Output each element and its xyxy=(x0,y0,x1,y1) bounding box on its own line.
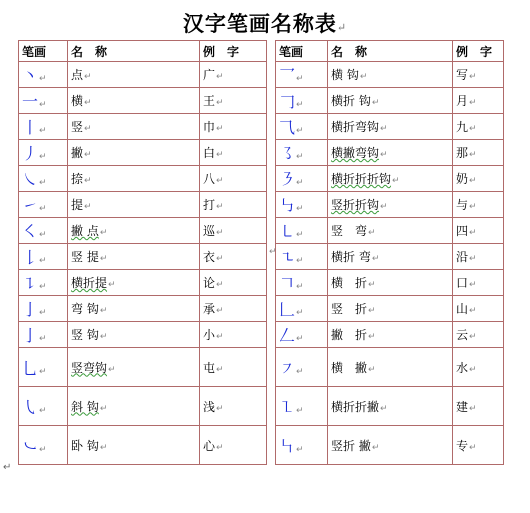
stroke-cell xyxy=(19,166,68,192)
paragraph-mark: ↵ xyxy=(296,178,304,188)
name-cell xyxy=(68,192,200,218)
stroke-cell xyxy=(276,192,328,218)
paragraph-mark: ↵ xyxy=(371,254,380,264)
paragraph-mark: ↵ xyxy=(216,280,224,290)
example-cell xyxy=(200,387,267,426)
stroke-cell-text: 亅 xyxy=(22,326,39,345)
paragraph-mark: ↵ xyxy=(296,405,304,416)
paragraph-mark: ↵ xyxy=(469,150,477,160)
name-cell-text: 弯 钩 xyxy=(71,302,99,316)
paragraph-mark: ↵ xyxy=(296,126,304,136)
stroke-cell xyxy=(276,166,328,192)
paragraph-mark: ↵ xyxy=(216,202,224,212)
example-cell xyxy=(453,244,504,270)
paragraph-mark: ↵ xyxy=(84,72,92,82)
paragraph-mark: ↵ xyxy=(216,364,224,375)
example-cell-text: 八 xyxy=(203,172,216,186)
example-cell-text: 那 xyxy=(456,146,469,160)
table-row xyxy=(276,387,504,426)
stroke-cell xyxy=(276,348,328,387)
name-cell-text: 横折 钩 xyxy=(331,94,371,108)
paragraph-mark: ↵ xyxy=(216,332,224,342)
paragraph-mark: ↵ xyxy=(84,150,92,160)
paragraph-mark: ↵ xyxy=(84,202,92,212)
paragraph-mark: ↵ xyxy=(39,405,47,416)
example-cell xyxy=(200,426,267,465)
stroke-cell xyxy=(19,322,68,348)
header-name: 名 称 xyxy=(328,41,453,62)
stroke-cell-text: ㇇ xyxy=(279,358,296,378)
example-cell xyxy=(200,296,267,322)
paragraph-mark: ↵ xyxy=(469,228,477,238)
table-header-row xyxy=(19,41,267,62)
paragraph-mark: ↵ xyxy=(39,282,47,292)
example-cell xyxy=(200,62,267,88)
paragraph-mark: ↵ xyxy=(469,176,477,186)
stroke-cell-text: 亅 xyxy=(22,300,39,319)
name-cell-text: 横折折撇 xyxy=(331,399,380,414)
stroke-cell xyxy=(276,426,328,465)
example-cell-text: 四 xyxy=(456,224,469,238)
name-cell-text: 横折提 xyxy=(71,276,108,290)
stroke-cell-text: 𠃊 xyxy=(279,300,296,319)
table-row xyxy=(19,114,267,140)
example-cell-text: 奶 xyxy=(456,172,469,186)
stroke-cell xyxy=(276,296,328,322)
stroke-cell-text: ㇅ xyxy=(279,397,296,417)
name-cell xyxy=(68,348,200,387)
paragraph-mark: ↵ xyxy=(368,364,376,375)
table-row xyxy=(276,426,504,465)
paragraph-mark: ↵ xyxy=(39,444,47,455)
table-row xyxy=(19,348,267,387)
header-stroke: 笔画 xyxy=(276,41,328,62)
table-row xyxy=(276,244,504,270)
table-row xyxy=(276,192,504,218)
paragraph-mark: ↵ xyxy=(216,254,224,264)
example-cell xyxy=(453,62,504,88)
paragraph-mark: ↵ xyxy=(216,98,224,108)
table-row xyxy=(276,270,504,296)
paragraph-mark: ↵ xyxy=(39,334,47,344)
name-cell xyxy=(328,114,453,140)
paragraph-mark: ↵ xyxy=(296,152,304,162)
name-cell xyxy=(328,296,453,322)
table-header-row xyxy=(276,41,504,62)
stroke-cell xyxy=(276,218,328,244)
stroke-cell xyxy=(276,270,328,296)
paragraph-mark: ↵ xyxy=(99,306,108,316)
paragraph-mark: ↵ xyxy=(368,306,376,316)
stroke-cell xyxy=(19,88,68,114)
example-cell-text: 九 xyxy=(456,120,469,134)
name-cell-text: 横折折折钩 xyxy=(331,172,392,186)
example-cell xyxy=(200,114,267,140)
example-cell-text: 打 xyxy=(203,198,216,212)
name-cell-text: 提 xyxy=(71,198,84,212)
paragraph-mark: ↵ xyxy=(39,366,47,377)
paragraph-mark: ↵ xyxy=(108,364,116,375)
example-cell xyxy=(453,88,504,114)
name-cell-text: 竖 xyxy=(71,120,84,134)
name-cell-text: 横撇弯钩 xyxy=(331,146,380,160)
example-cell xyxy=(200,348,267,387)
paragraph-mark: ↵ xyxy=(99,228,108,238)
example-cell xyxy=(200,322,267,348)
stroke-cell-text: 𠃋 xyxy=(279,326,296,345)
example-cell-text: 承 xyxy=(203,302,216,316)
stroke-cell-text: ㇛ xyxy=(22,222,39,241)
paragraph-mark: ↵ xyxy=(469,403,477,414)
name-cell-text: 横 钩 xyxy=(331,68,359,82)
paragraph-mark: ↵ xyxy=(371,98,380,108)
stroke-cell xyxy=(276,140,328,166)
example-cell xyxy=(453,140,504,166)
paragraph-mark: ↵ xyxy=(84,98,92,108)
table-row xyxy=(276,62,504,88)
paragraph-mark: ↵ xyxy=(216,306,224,316)
paragraph-mark: ↵ xyxy=(39,152,47,162)
table-row xyxy=(276,166,504,192)
name-cell xyxy=(328,322,453,348)
table-row xyxy=(19,166,267,192)
stroke-cell xyxy=(19,218,68,244)
paragraph-mark: ↵ xyxy=(296,230,304,240)
example-cell-text: 水 xyxy=(456,360,469,375)
stroke-cell xyxy=(19,114,68,140)
paragraph-mark: ↵ xyxy=(380,202,388,212)
stroke-cell xyxy=(19,244,68,270)
paragraph-mark: ↵ xyxy=(216,124,224,134)
example-cell xyxy=(453,348,504,387)
table-row xyxy=(19,62,267,88)
paragraph-mark: ↵ xyxy=(216,150,224,160)
stroke-cell-text: 一 xyxy=(22,92,39,111)
name-cell-text: 横折弯钩 xyxy=(331,120,380,134)
example-cell-text: 王 xyxy=(203,94,216,108)
stroke-cell-text: 𠄌 xyxy=(22,248,39,267)
table-row xyxy=(276,218,504,244)
name-cell xyxy=(328,270,453,296)
paragraph-mark: ↵ xyxy=(39,126,47,136)
paragraph-mark: ↵ xyxy=(296,204,304,214)
example-cell-text: 云 xyxy=(456,328,469,342)
example-cell-text: 小 xyxy=(203,328,216,342)
stroke-cell xyxy=(19,192,68,218)
stroke-cell-text: ㇉ xyxy=(279,196,296,215)
stroke-cell-text: ㇃ xyxy=(22,436,39,456)
name-cell-text: 斜 钩 xyxy=(71,399,99,414)
name-cell xyxy=(328,166,453,192)
table-row xyxy=(19,244,267,270)
name-cell-text: 竖折折钩 xyxy=(331,198,380,212)
name-cell xyxy=(68,218,200,244)
table-row xyxy=(276,114,504,140)
stroke-table-right xyxy=(275,40,504,465)
example-cell-text: 建 xyxy=(456,399,469,414)
table-row xyxy=(276,296,504,322)
stroke-cell-text: ㇍ xyxy=(279,248,296,267)
name-cell-text: 竖折 撇 xyxy=(331,438,371,453)
paragraph-mark: ↵ xyxy=(296,74,304,84)
table-row xyxy=(19,140,267,166)
example-cell-text: 专 xyxy=(456,438,469,453)
paragraph-mark: ↵ xyxy=(39,256,47,266)
paragraph-mark: ↵ xyxy=(469,364,477,375)
paragraph-mark: ↵ xyxy=(392,176,400,186)
name-cell xyxy=(328,426,453,465)
paragraph-mark: ↵ xyxy=(296,282,304,292)
name-cell xyxy=(328,140,453,166)
paragraph-mark: ↵ xyxy=(296,256,304,266)
paragraph-mark: ↵ xyxy=(368,332,376,342)
paragraph-mark: ↵ xyxy=(269,247,277,257)
paragraph-mark: ↵ xyxy=(39,308,47,318)
paragraph-mark: ↵ xyxy=(296,444,304,455)
name-cell-text: 横折 弯 xyxy=(331,250,371,264)
stroke-cell xyxy=(19,62,68,88)
name-cell-text: 点 xyxy=(71,68,84,82)
example-cell xyxy=(453,218,504,244)
example-cell-text: 与 xyxy=(456,198,469,212)
stroke-cell-text: 丶 xyxy=(22,66,39,85)
name-cell xyxy=(68,426,200,465)
example-cell-text: 论 xyxy=(203,276,216,290)
stroke-cell xyxy=(19,426,68,465)
header-stroke: 笔画 xyxy=(19,41,68,62)
table-row xyxy=(19,88,267,114)
stroke-cell-text: 乛 xyxy=(279,66,296,85)
name-cell xyxy=(68,88,200,114)
example-cell xyxy=(453,192,504,218)
paragraph-mark: ↵ xyxy=(216,403,224,414)
example-cell-text: 沿 xyxy=(456,250,469,264)
paragraph-mark: ↵ xyxy=(216,72,224,82)
name-cell xyxy=(68,114,200,140)
header-example: 例 字 xyxy=(200,41,267,62)
paragraph-mark: ↵ xyxy=(39,100,47,110)
example-cell xyxy=(453,270,504,296)
stroke-cell-text: 𠃌 xyxy=(279,92,296,111)
name-cell-text: 竖弯钩 xyxy=(71,360,108,375)
example-cell xyxy=(200,192,267,218)
example-cell-text: 白 xyxy=(203,146,216,160)
paragraph-mark: ↵ xyxy=(469,72,477,82)
table-row xyxy=(19,426,267,465)
stroke-cell xyxy=(276,387,328,426)
example-cell-text: 山 xyxy=(456,302,469,316)
example-cell xyxy=(200,88,267,114)
title-text: 汉字笔画名称表 xyxy=(182,11,337,36)
name-cell-text: 撇 点 xyxy=(71,224,99,238)
paragraph-mark: ↵ xyxy=(368,228,376,238)
name-cell-text: 卧 钩 xyxy=(71,438,99,453)
table-row xyxy=(19,296,267,322)
example-cell xyxy=(200,270,267,296)
paragraph-mark: ↵ xyxy=(99,254,108,264)
name-cell xyxy=(328,244,453,270)
name-cell xyxy=(68,387,200,426)
paragraph-mark: ↵ xyxy=(336,21,348,34)
example-cell xyxy=(200,140,267,166)
example-cell-text: 巾 xyxy=(203,120,216,134)
paragraph-mark: ↵ xyxy=(371,442,380,453)
stroke-cell-text: ㇞ xyxy=(279,436,296,456)
stroke-cell-text: ㇄ xyxy=(279,222,296,241)
paragraph-mark: ↵ xyxy=(469,442,477,453)
paragraph-mark: ↵ xyxy=(39,230,47,240)
paragraph-mark: ↵ xyxy=(84,124,92,134)
name-cell-text: 横 xyxy=(71,94,84,108)
name-cell xyxy=(68,296,200,322)
stroke-cell xyxy=(276,114,328,140)
stroke-cell-text: ㇀ xyxy=(22,196,39,215)
table-row xyxy=(19,322,267,348)
name-cell-text: 竖 折 xyxy=(331,302,368,316)
paragraph-mark: ↵ xyxy=(296,366,304,377)
example-cell xyxy=(200,166,267,192)
example-cell-text: 写 xyxy=(456,68,469,82)
header-name: 名 称 xyxy=(68,41,200,62)
paragraph-mark: ↵ xyxy=(469,332,477,342)
example-cell-text: 口 xyxy=(456,276,469,290)
stroke-cell-text: ㇏ xyxy=(22,170,39,189)
stroke-cell-text: ㇂ xyxy=(22,397,39,417)
name-cell xyxy=(68,244,200,270)
stroke-cell xyxy=(19,387,68,426)
table-row xyxy=(19,387,267,426)
name-cell-text: 竖 提 xyxy=(71,250,99,264)
example-cell xyxy=(453,322,504,348)
table-row xyxy=(19,192,267,218)
example-cell xyxy=(453,387,504,426)
paragraph-mark: ↵ xyxy=(380,124,388,134)
table-row xyxy=(276,348,504,387)
name-cell-text: 竖 弯 xyxy=(331,224,368,238)
name-cell xyxy=(328,62,453,88)
paragraph-mark: ↵ xyxy=(216,228,224,238)
name-cell-text: 横 撇 xyxy=(331,360,368,375)
name-cell-text: 捺 xyxy=(71,172,84,186)
example-cell-text: 月 xyxy=(456,94,469,108)
stroke-cell xyxy=(19,270,68,296)
name-cell-text: 撇 折 xyxy=(331,328,368,342)
name-cell xyxy=(68,62,200,88)
name-cell xyxy=(328,348,453,387)
stroke-cell xyxy=(19,348,68,387)
name-cell xyxy=(328,192,453,218)
table-row xyxy=(276,88,504,114)
example-cell xyxy=(200,244,267,270)
name-cell-text: 横 折 xyxy=(331,276,368,290)
stroke-cell-text: 乚 xyxy=(22,358,39,378)
name-cell-text: 竖 钩 xyxy=(71,328,99,342)
stroke-cell-text: ㇊ xyxy=(22,274,39,293)
paragraph-mark: ↵ xyxy=(469,98,477,108)
table-row xyxy=(276,322,504,348)
header-example: 例 字 xyxy=(453,41,504,62)
stroke-cell xyxy=(19,296,68,322)
paragraph-mark: ↵ xyxy=(380,150,388,160)
table-row xyxy=(19,218,267,244)
name-cell xyxy=(68,140,200,166)
example-cell xyxy=(200,218,267,244)
stroke-cell xyxy=(276,244,328,270)
paragraph-mark: ↵ xyxy=(39,204,47,214)
example-cell-text: 衣 xyxy=(203,250,216,264)
example-cell xyxy=(453,114,504,140)
name-cell xyxy=(328,88,453,114)
paragraph-mark: ↵ xyxy=(108,280,116,290)
paragraph-mark: ↵ xyxy=(296,334,304,344)
example-cell-text: 巡 xyxy=(203,224,216,238)
example-cell-text: 浅 xyxy=(203,399,216,414)
name-cell xyxy=(68,166,200,192)
stroke-cell-text: ㇋ xyxy=(279,170,296,189)
paragraph-mark: ↵ xyxy=(3,462,12,473)
stroke-cell-text: 𠃍 xyxy=(279,274,296,293)
stroke-cell xyxy=(276,322,328,348)
name-cell xyxy=(328,218,453,244)
name-cell-text: 撇 xyxy=(71,146,84,160)
paragraph-mark: ↵ xyxy=(296,308,304,318)
paragraph-mark: ↵ xyxy=(99,332,108,342)
name-cell xyxy=(68,270,200,296)
table-row xyxy=(19,270,267,296)
stroke-table-left xyxy=(18,40,267,465)
paragraph-mark: ↵ xyxy=(216,442,224,453)
example-cell-text: 屯 xyxy=(203,360,216,375)
example-cell xyxy=(453,166,504,192)
example-cell xyxy=(453,296,504,322)
stroke-cell xyxy=(276,62,328,88)
paragraph-mark: ↵ xyxy=(296,100,304,110)
stroke-cell xyxy=(19,140,68,166)
paragraph-mark: ↵ xyxy=(99,403,108,414)
paragraph-mark: ↵ xyxy=(469,280,477,290)
document-title xyxy=(0,8,530,38)
paragraph-mark: ↵ xyxy=(39,178,47,188)
paragraph-mark: ↵ xyxy=(99,442,108,453)
stroke-cell-text: ㇌ xyxy=(279,144,296,163)
table-row xyxy=(276,140,504,166)
stroke-cell xyxy=(276,88,328,114)
stroke-cell-text: 丿 xyxy=(22,144,39,163)
name-cell xyxy=(68,322,200,348)
stroke-cell-text: ⺄ xyxy=(279,118,296,137)
example-cell xyxy=(453,426,504,465)
paragraph-mark: ↵ xyxy=(368,280,376,290)
example-cell-text: 心 xyxy=(203,438,216,453)
paragraph-mark: ↵ xyxy=(39,74,47,84)
paragraph-mark: ↵ xyxy=(216,176,224,186)
paragraph-mark: ↵ xyxy=(84,176,92,186)
stroke-cell-text: 丨 xyxy=(22,118,39,137)
paragraph-mark: ↵ xyxy=(359,72,368,82)
name-cell xyxy=(328,387,453,426)
example-cell-text: 广 xyxy=(203,68,216,82)
paragraph-mark: ↵ xyxy=(380,403,388,414)
paragraph-mark: ↵ xyxy=(469,306,477,316)
paragraph-mark: ↵ xyxy=(469,202,477,212)
paragraph-mark: ↵ xyxy=(469,124,477,134)
paragraph-mark: ↵ xyxy=(469,254,477,264)
